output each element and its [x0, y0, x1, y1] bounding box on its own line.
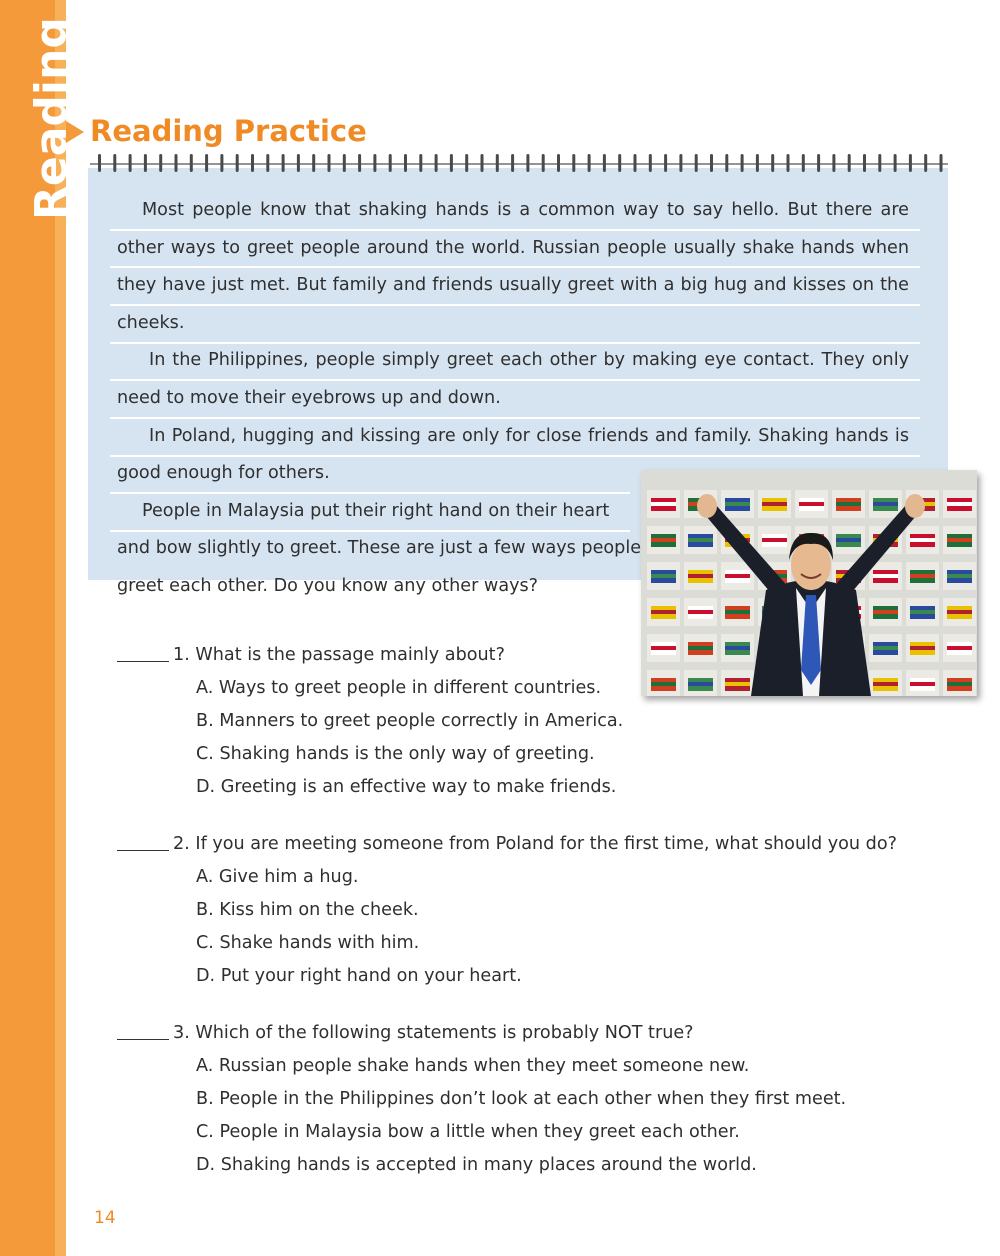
question-stem: 1. What is the passage mainly about?: [173, 645, 505, 665]
answer-option: C. Shake hands with him.: [196, 933, 420, 953]
question-stem: 3. Which of the following statements is probably NOT true?: [173, 1023, 694, 1043]
page-number: 14: [94, 1208, 116, 1228]
passage-paragraph: In the Philippines, people simply greet each other by making eye contact. They only need to move their eyebrows up and down.: [117, 350, 909, 408]
answer-option: C. Shaking hands is the only way of greeting.: [196, 744, 595, 764]
question-list: [117, 640, 937, 1183]
question-3: [117, 1018, 937, 1183]
passage-paragraph: Most people know that shaking hands is a common way to say hello. But there are other ways to greet people around the world. Russian people usually shake hands when they have just met. But family and friends usually greet with a big hug and kisses on the cheeks.: [117, 200, 909, 333]
answer-option: B. People in the Philippines don’t look at each other when they first meet.: [196, 1089, 847, 1109]
answer-option: D. Greeting is an effective way to make friends.: [196, 777, 617, 797]
question-1: [117, 640, 937, 805]
passage-line: greet each other. Do you know any other ways?: [117, 575, 539, 596]
answer-option: C. People in Malaysia bow a little when they greet each other.: [196, 1122, 740, 1142]
answer-option: B. Kiss him on the cheek.: [196, 900, 419, 920]
section-title: Reading Practice: [90, 114, 367, 148]
answer-option: D. Shaking hands is accepted in many places around the world.: [196, 1155, 757, 1175]
spiral-binding: [90, 152, 948, 178]
answer-blank[interactable]: [117, 1021, 169, 1040]
question-2: [117, 829, 937, 994]
question-stem: 2. If you are meeting someone from Poland for the first time, what should you do?: [173, 834, 897, 854]
answer-option: A. Give him a hug.: [196, 867, 359, 887]
side-tab-label: Reading: [26, 17, 77, 220]
answer-option: A. Ways to greet people in different countries.: [196, 678, 602, 698]
title-arrow-icon: [66, 121, 84, 143]
passage-line: and bow slightly to greet. These are just a few ways people: [117, 538, 642, 559]
answer-option: A. Russian people shake hands when they meet someone new.: [196, 1056, 750, 1076]
passage-paragraph: In Poland, hugging and kissing are only for close friends and family. Shaking hands is good enough for others.: [117, 425, 909, 484]
answer-option: D. Put your right hand on your heart.: [196, 966, 522, 986]
answer-blank[interactable]: [117, 643, 169, 662]
answer-option: B. Manners to greet people correctly in America.: [196, 711, 624, 731]
passage-line: People in Malaysia put their right hand on their heart: [142, 500, 610, 521]
answer-blank[interactable]: [117, 832, 169, 851]
